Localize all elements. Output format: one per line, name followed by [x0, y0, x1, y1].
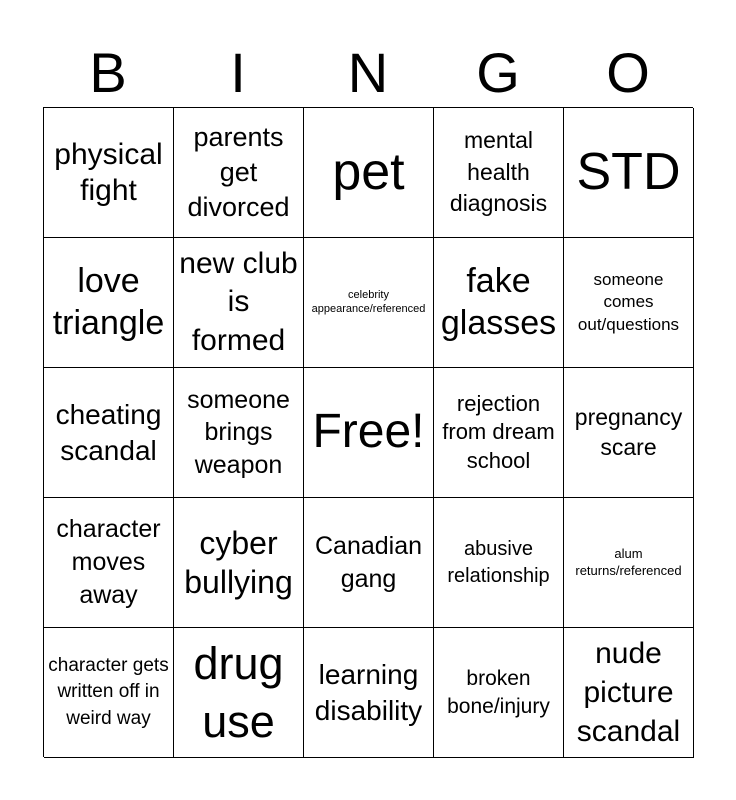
- bingo-cell[interactable]: [434, 238, 564, 368]
- bingo-cell-label: drug use: [193, 638, 284, 747]
- bingo-cell[interactable]: [44, 368, 174, 498]
- bingo-cell[interactable]: [44, 628, 174, 758]
- bingo-cell-label: celebrity appearance/referenced: [311, 289, 426, 315]
- bingo-cell-label: cheating scandal: [55, 398, 162, 466]
- bingo-cell[interactable]: [174, 108, 304, 238]
- bingo-cell-label: cyber bullying: [184, 525, 293, 600]
- bingo-cell[interactable]: [304, 368, 434, 498]
- bingo-cell-label: love triangle: [52, 262, 165, 342]
- bingo-cell-label: character moves away: [56, 515, 161, 609]
- bingo-cell[interactable]: [434, 498, 564, 628]
- header-letter-i: I: [230, 41, 246, 104]
- bingo-cell[interactable]: [434, 368, 564, 498]
- bingo-cell[interactable]: [174, 628, 304, 758]
- bingo-cell-label: rejection from dream school: [442, 390, 555, 473]
- bingo-cell-label: someone comes out/questions: [577, 269, 680, 334]
- bingo-cell[interactable]: [44, 108, 174, 238]
- bingo-cell[interactable]: [304, 628, 434, 758]
- bingo-cell[interactable]: [434, 108, 564, 238]
- bingo-cell[interactable]: [564, 628, 694, 758]
- bingo-cell-label: learning disability: [314, 658, 423, 726]
- bingo-cell[interactable]: [434, 628, 564, 758]
- bingo-cell[interactable]: [304, 238, 434, 368]
- bingo-cell[interactable]: [174, 238, 304, 368]
- bingo-cell[interactable]: [564, 498, 694, 628]
- bingo-cell-label: parents get divorced: [187, 121, 290, 223]
- bingo-cell-label: abusive relationship: [447, 538, 550, 587]
- bingo-cell-label: pregnancy scare: [574, 404, 683, 460]
- bingo-cell-label: physical fight: [54, 137, 163, 207]
- bingo-cell[interactable]: [304, 108, 434, 238]
- bingo-cell-label: fake glasses: [440, 262, 557, 342]
- header-letter-g: G: [476, 41, 520, 104]
- bingo-cell[interactable]: [44, 498, 174, 628]
- bingo-cell[interactable]: [174, 368, 304, 498]
- bingo-cell-label: someone brings weapon: [187, 385, 290, 479]
- bingo-cell[interactable]: [44, 238, 174, 368]
- bingo-cell-label: STD: [576, 142, 681, 201]
- bingo-cell-label: pet: [332, 142, 405, 201]
- bingo-board: [43, 107, 693, 757]
- bingo-cell-label: character gets written off in weird way: [48, 654, 169, 729]
- bingo-header: [43, 40, 693, 106]
- bingo-cell-label: new club is formed: [179, 247, 298, 357]
- header-letter-o: O: [606, 41, 650, 104]
- bingo-cell[interactable]: [564, 238, 694, 368]
- bingo-cell-label: Free!: [312, 405, 425, 459]
- bingo-cell-label: alum returns/referenced: [575, 546, 682, 578]
- bingo-cell-label: mental health diagnosis: [449, 126, 548, 217]
- bingo-cell[interactable]: [564, 108, 694, 238]
- bingo-cell[interactable]: [174, 498, 304, 628]
- header-letter-n: N: [347, 41, 389, 104]
- bingo-cell[interactable]: [564, 368, 694, 498]
- header-letter-b: B: [89, 41, 127, 104]
- bingo-cell-label: broken bone/injury: [447, 667, 550, 718]
- bingo-cell[interactable]: [304, 498, 434, 628]
- bingo-cell-label: nude picture scandal: [576, 637, 681, 748]
- bingo-cell-label: Canadian gang: [314, 532, 423, 593]
